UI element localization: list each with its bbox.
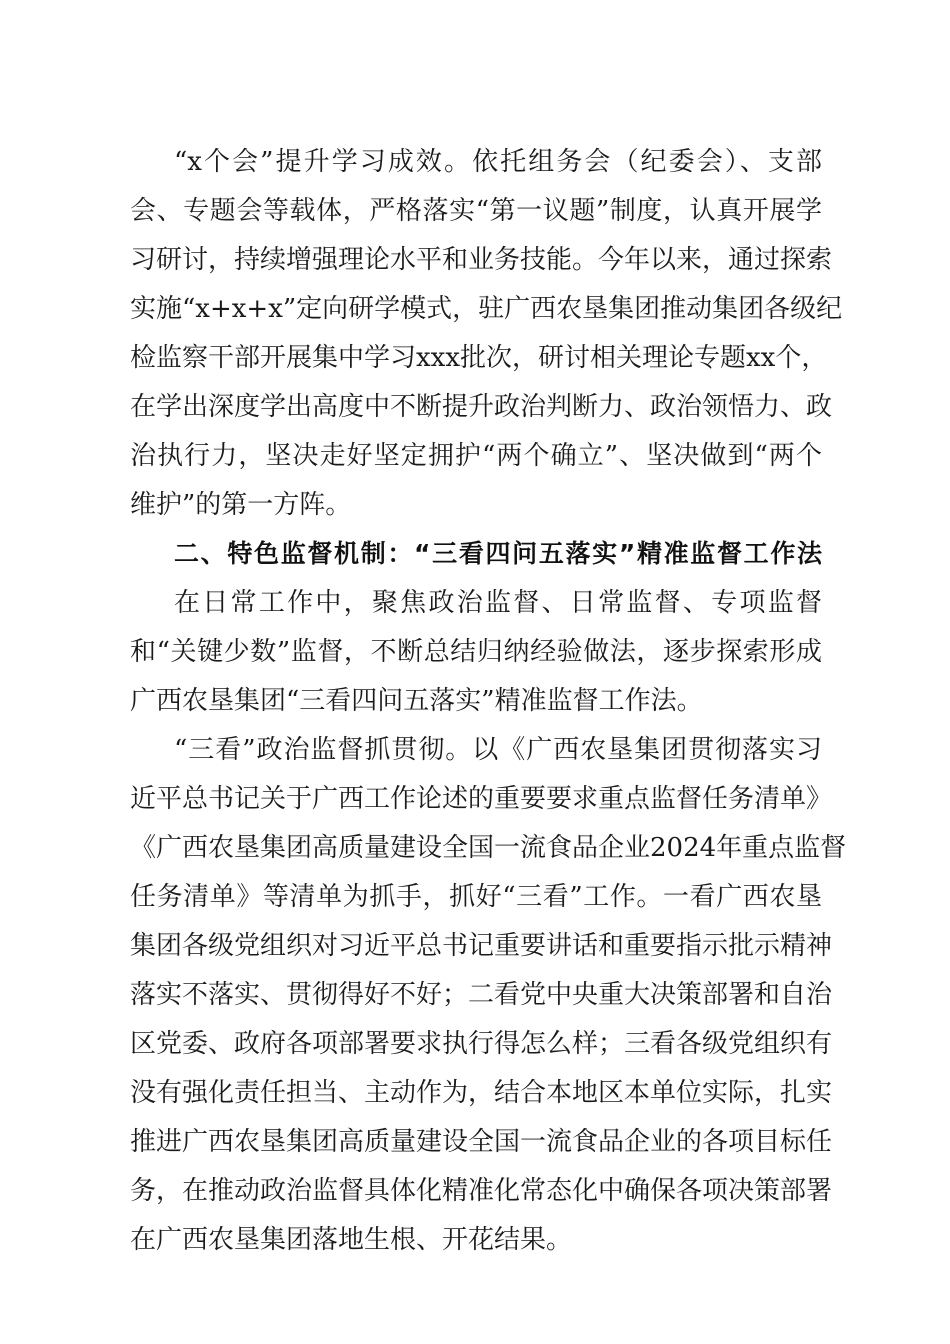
section-heading: 二、特色监督机制：“三看四问五落实”精准监督工作法	[174, 539, 822, 568]
paragraph-3-line-5: 集团各级党组织对习近平总书记重要讲话和重要指示批示精神	[130, 931, 833, 961]
paragraph-1-line-6: 在学出深度学出高度中不断提升政治判断力、政治领悟力、政	[130, 392, 833, 422]
paragraph-1-line-5: 检监察干部开展集中学习xxx批次，研讨相关理论专题xx个，	[130, 343, 828, 373]
paragraph-3-line-3: 《广西农垦集团高质量建设全国一流食品企业2024年重点监督	[130, 833, 847, 863]
paragraph-3-line-6: 落实不落实、贯彻得好不好；二看党中央重大决策部署和自治	[130, 980, 833, 1010]
paragraph-3-line-7: 区党委、政府各项部署要求执行得怎么样；三看各级党组织有	[130, 1029, 833, 1059]
paragraph-1-line-8: 维护”的第一方阵。	[130, 490, 352, 520]
paragraph-1-line-1: “x个会”提升学习成效。依托组务会（纪委会）、支部	[174, 147, 822, 177]
paragraph-1-line-4: 实施“x+x+x”定向研学模式，驻广西农垦集团推动集团各级纪	[130, 294, 843, 324]
paragraph-3-line-2: 近平总书记关于广西工作论述的重要要求重点监督任务清单》	[130, 784, 833, 814]
paragraph-1-line-7: 治执行力，坚决走好坚定拥护“两个确立”、坚决做到“两个	[130, 441, 822, 471]
paragraph-2-line-2: 和“关键少数”监督，不断总结归纳经验做法，逐步探索形成	[130, 637, 822, 667]
paragraph-3-line-1: “三看”政治监督抓贯彻。以《广西农垦集团贯彻落实习	[174, 735, 822, 765]
paragraph-3-line-10: 务，在推动政治监督具体化精准化常态化中确保各项决策部署	[130, 1176, 833, 1206]
paragraph-2-line-1: 在日常工作中，聚焦政治监督、日常监督、专项监督	[174, 588, 822, 618]
paragraph-2-line-3: 广西农垦集团“三看四问五落实”精准监督工作法。	[130, 686, 703, 716]
paragraph-1-line-2: 会、专题会等载体，严格落实“第一议题”制度，认真开展学	[130, 196, 822, 226]
paragraph-1-line-3: 习研讨，持续增强理论水平和业务技能。今年以来，通过探索	[130, 245, 833, 275]
paragraph-3-line-9: 推进广西农垦集团高质量建设全国一流食品企业的各项目标任	[130, 1127, 833, 1157]
paragraph-3-line-11: 在广西农垦集团落地生根、开花结果。	[130, 1225, 573, 1255]
paragraph-3-line-8: 没有强化责任担当、主动作为，结合本地区本单位实际，扎实	[130, 1078, 833, 1108]
paragraph-3-line-4: 任务清单》等清单为抓手，抓好“三看”工作。一看广西农垦	[130, 882, 822, 912]
